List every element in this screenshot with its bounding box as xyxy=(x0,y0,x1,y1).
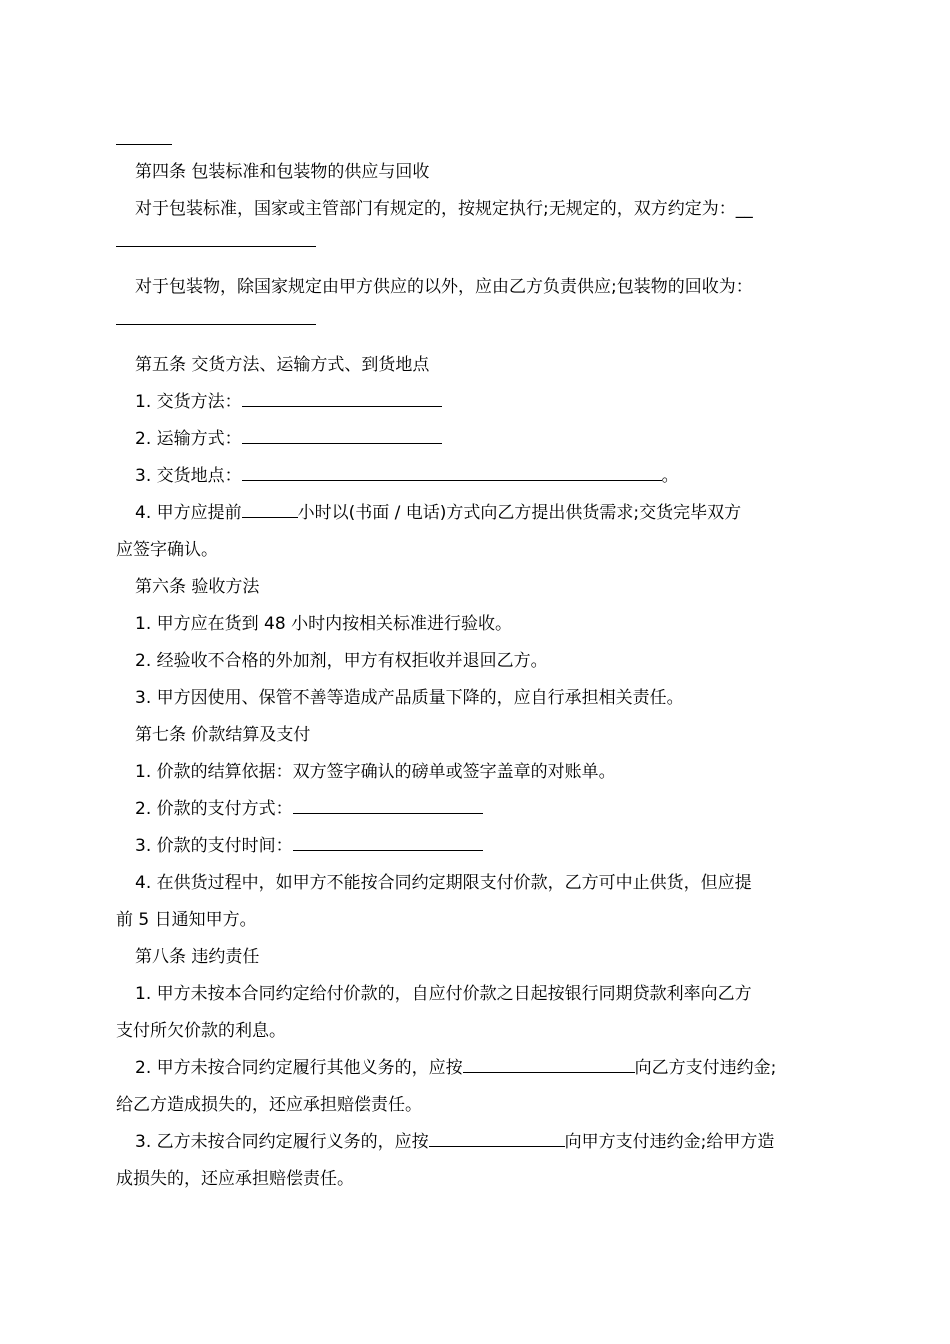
section-7-item-4-cont: 前 5 日通知甲方。 xyxy=(116,910,257,930)
item-label: 2. 价款的支付方式： xyxy=(135,799,293,819)
item-label: 1. 交货方法： xyxy=(135,392,242,412)
document-page xyxy=(116,128,838,1198)
section-5-item-1 xyxy=(116,384,838,421)
section-4-title: 第四条 包装标准和包装物的供应与回收 xyxy=(135,162,430,182)
section-8-item-1-cont: 支付所欠价款的利息。 xyxy=(116,1021,286,1041)
section-5-item-2 xyxy=(116,421,838,458)
section-4-packaging-standard: 对于包装标准，国家或主管部门有规定的，按规定执行;无规定的，双方约定为：__ xyxy=(135,199,753,219)
item-text: 向乙方支付违约金; xyxy=(634,1058,777,1078)
blank-line xyxy=(293,795,483,814)
blank-line xyxy=(242,425,442,444)
blank-line xyxy=(242,499,298,518)
item-text: 3. 乙方未按合同约定履行义务的，应按 xyxy=(135,1132,429,1152)
section-7-item-3 xyxy=(116,828,838,865)
section-6-item-2: 2. 经验收不合格的外加剂，甲方有权拒收并退回乙方。 xyxy=(135,651,548,671)
section-5-item-4-cont: 应签字确认。 xyxy=(116,540,218,560)
section-8-item-2 xyxy=(116,1050,838,1087)
section-5-item-4 xyxy=(116,495,838,532)
section-7-title: 第七条 价款结算及支付 xyxy=(135,725,311,745)
item-label: 3. 价款的支付时间： xyxy=(135,836,293,856)
section-5-title: 第五条 交货方法、运输方式、到货地点 xyxy=(135,355,430,375)
item-text: 小时以(书面 / 电话)方式向乙方提出供货需求;交货完毕双方 xyxy=(297,503,742,523)
blank-line xyxy=(116,306,316,325)
section-8-item-3-cont: 成损失的，还应承担赔偿责任。 xyxy=(116,1169,354,1189)
section-8-title: 第八条 违约责任 xyxy=(135,947,260,967)
blank-line xyxy=(463,1054,635,1073)
item-text: 2. 甲方未按合同约定履行其他义务的，应按 xyxy=(135,1058,463,1078)
item-label: 3. 交货地点： xyxy=(135,466,242,486)
blank-line xyxy=(116,228,316,247)
item-label: 2. 运输方式： xyxy=(135,429,242,449)
blank-line xyxy=(242,388,442,407)
section-8-item-3 xyxy=(116,1124,838,1161)
section-6-item-1: 1. 甲方应在货到 48 小时内按相关标准进行验收。 xyxy=(135,614,513,634)
item-text: 向甲方支付违约金;给甲方造 xyxy=(564,1132,775,1152)
section-8-item-2-cont: 给乙方造成损失的，还应承担赔偿责任。 xyxy=(116,1095,422,1115)
section-8-item-1: 1. 甲方未按本合同约定给付价款的，自应付价款之日起按银行同期贷款利率向乙方 xyxy=(135,984,752,1004)
section-6-title: 第六条 验收方法 xyxy=(135,577,260,597)
section-7-item-4: 4. 在供货过程中，如甲方不能按合同约定期限支付价款，乙方可中止供货，但应提 xyxy=(135,873,752,893)
item-end: 。 xyxy=(661,466,679,486)
blank-line xyxy=(242,462,662,481)
section-6-item-3: 3. 甲方因使用、保管不善等造成产品质量下降的，应自行承担相关责任。 xyxy=(135,688,684,708)
blank-line xyxy=(429,1128,565,1147)
blank-line xyxy=(116,126,172,145)
item-text: 4. 甲方应提前 xyxy=(135,503,242,523)
section-5-item-3 xyxy=(116,458,838,495)
section-4-packaging-material: 对于包装物，除国家规定由甲方供应的以外，应由乙方负责供应;包装物的回收为： xyxy=(135,277,753,297)
section-7-item-2 xyxy=(116,791,838,828)
blank-line xyxy=(293,832,483,851)
section-7-item-1: 1. 价款的结算依据：双方签字确认的磅单或签字盖章的对账单。 xyxy=(135,762,616,782)
